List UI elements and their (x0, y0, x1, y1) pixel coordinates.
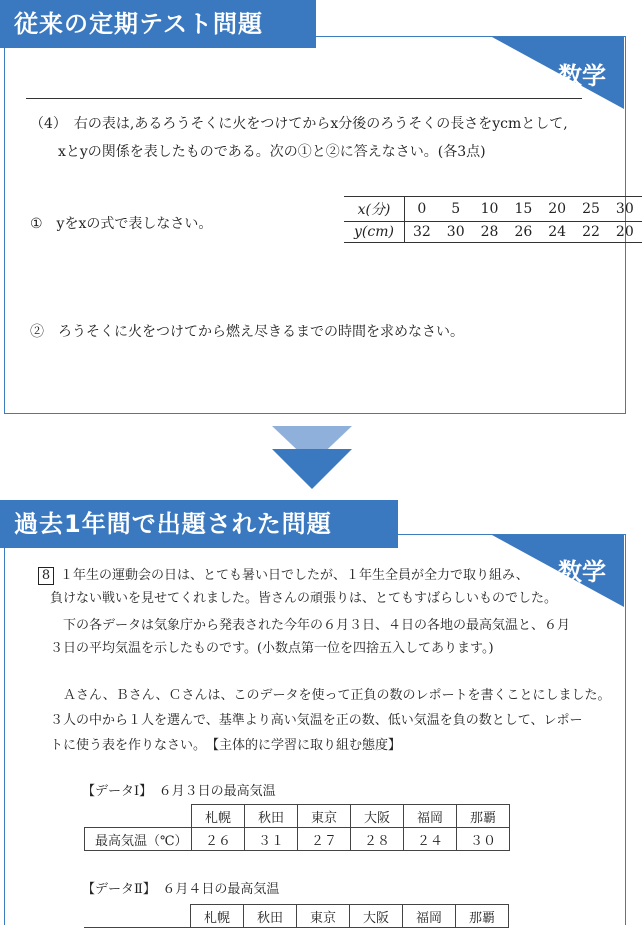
temp-cell: ２７ (298, 828, 351, 851)
x-cell: 15 (506, 197, 540, 222)
para-1-line-2: 負けない戦いを見せてくれました。皆さんの頑張りは、とてもすばらしいものでした。 (50, 591, 558, 606)
temp-cell: ３０ (457, 828, 510, 851)
sub-question-2: ② ろうそくに火をつけてから燃え尽きるまでの時間を求めなさい。 (30, 324, 464, 340)
city-cell: 東京 (298, 805, 351, 828)
y-cell: 24 (540, 222, 574, 243)
y-label: y(cm) (344, 222, 404, 243)
para-3-line-3: トに使う表を作りなさい。 【主体的に学習に取り組む態度】 (50, 738, 402, 753)
temp-cell: ２４ (404, 828, 457, 851)
city-cell: 福岡 (403, 905, 456, 928)
x-cell: 20 (540, 197, 574, 222)
data-2-caption: 【データⅡ】 ６月４日の最高気温 (82, 882, 280, 897)
x-cell: 10 (473, 197, 507, 222)
temp-cell: ３１ (245, 828, 298, 851)
city-cell: 秋田 (245, 805, 298, 828)
city-cell: 那覇 (457, 805, 510, 828)
city-cell: 秋田 (244, 905, 297, 928)
city-cell: 札幌 (192, 805, 245, 828)
subject-label-2: 数学 (558, 558, 606, 586)
y-cell: 20 (608, 222, 642, 243)
xy-row-x (344, 197, 642, 222)
chevron-down-icon (272, 449, 352, 489)
city-cell: 那覇 (456, 905, 509, 928)
city-cell: 大阪 (351, 805, 404, 828)
y-cell: 28 (473, 222, 507, 243)
city-cell: 札幌 (191, 905, 244, 928)
temp-row (85, 828, 510, 851)
temperature-table-day2 (84, 904, 509, 928)
city-cell: 福岡 (404, 805, 457, 828)
para-3-line-1: Ａさん、Ｂさん、Ｃさんは、このデータを使って正負の数のレポートを書くことにしました。 (50, 688, 611, 703)
top-rule (26, 98, 582, 99)
xy-table (344, 196, 642, 243)
y-cell: 22 (574, 222, 608, 243)
data-1-caption: 【データⅠ】 ６月３日の最高気温 (82, 784, 276, 799)
x-cell: 5 (439, 197, 473, 222)
y-cell: 30 (439, 222, 473, 243)
city-cell: 大阪 (350, 905, 403, 928)
section-title-old-test: 従来の定期テスト問題 (0, 0, 316, 48)
x-cell: 0 (404, 197, 438, 222)
sub-question-1: ① yをxの式で表しなさい。 (30, 216, 213, 232)
y-cell: 26 (506, 222, 540, 243)
y-cell: 32 (404, 222, 438, 243)
subject-label-1: 数学 (558, 62, 606, 90)
temp-cell: ２６ (192, 828, 245, 851)
x-cell: 30 (608, 197, 642, 222)
x-cell: 25 (574, 197, 608, 222)
para-1-text: １年生の運動会の日は、とても暑い日でしたが、１年生全員が全力で取り組み、 (60, 568, 529, 583)
xy-row-y (344, 222, 642, 243)
city-header-row (85, 805, 510, 828)
city-cell: 東京 (297, 905, 350, 928)
question-line-1: （4） 右の表は,あるろうそくに火をつけてからx分後のろうそくの長さをycmとして, (30, 116, 568, 132)
temp-cell: ２８ (351, 828, 404, 851)
row-label: 最高気温（℃） (85, 828, 192, 851)
temperature-table-day1 (84, 804, 510, 851)
corner-cell (84, 905, 191, 928)
section-title-past-year: 過去1年間で出題された問題 (0, 500, 398, 548)
para-2-line-1: 下の各データは気象庁から発表された今年の６月３日、４日の各地の最高気温と、６月 (50, 618, 571, 633)
question-line-2: xとyの関係を表したものである。次の①と②に答えなさい。(各3点) (58, 144, 486, 160)
para-3-line-2: ３人の中から１人を選んで、基準より高い気温を正の数、低い気温を負の数として、レポー (50, 713, 583, 728)
city-header-row (84, 905, 509, 928)
problem-number: 8 (38, 567, 54, 585)
para-1-line-1 (38, 564, 529, 587)
para-2-line-2: ３日の平均気温を示したものです。(小数点第一位を四捨五入してあります。) (50, 641, 494, 656)
corner-cell (85, 805, 192, 828)
x-label: x(分) (344, 197, 404, 222)
